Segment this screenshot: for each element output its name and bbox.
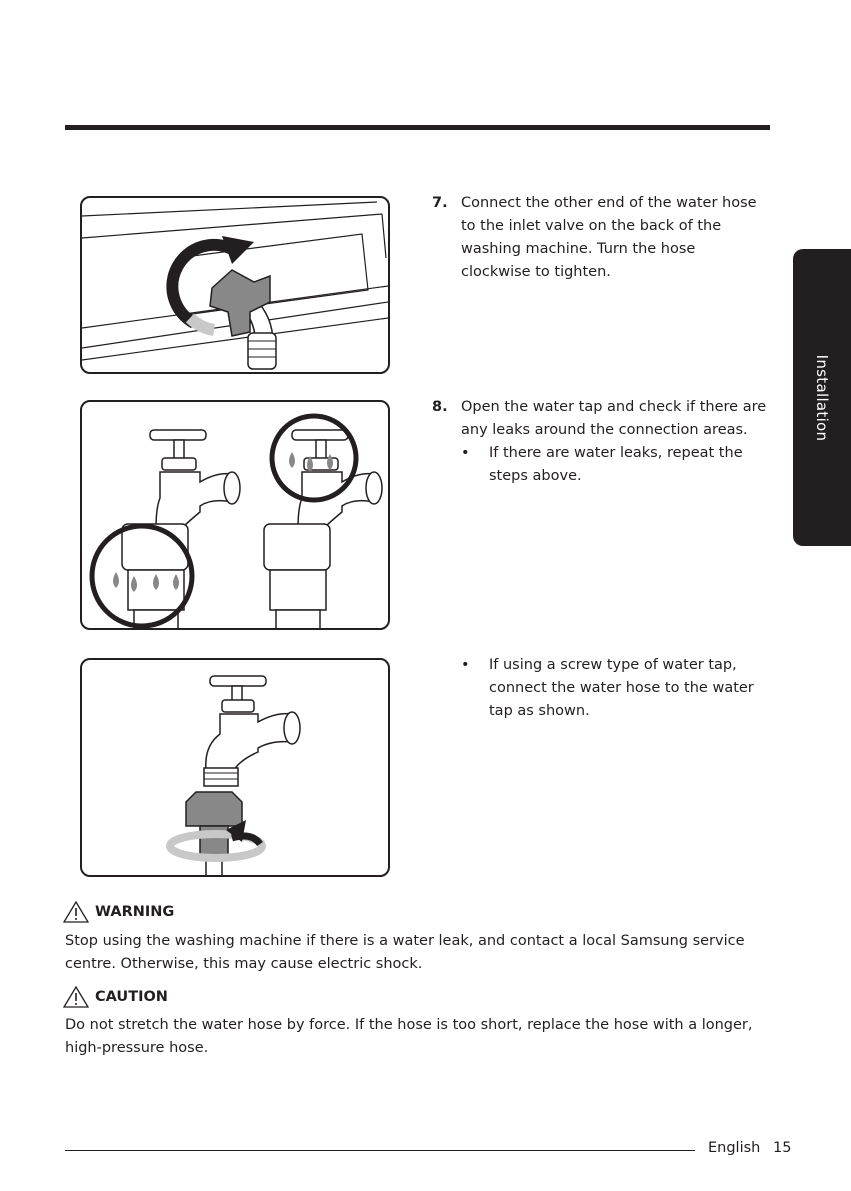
warning-triangle-icon bbox=[63, 901, 89, 923]
top-rule bbox=[65, 125, 770, 130]
bullet-text: If using a screw type of water tap, connect the water hose to the water tap as shown. bbox=[489, 657, 754, 719]
list-item bbox=[461, 442, 767, 488]
caution-triangle-icon bbox=[63, 986, 89, 1008]
step-7 bbox=[432, 192, 767, 284]
inlet-valve-illustration bbox=[82, 198, 388, 372]
section-tab[interactable] bbox=[793, 249, 851, 546]
footer-rule bbox=[65, 1150, 695, 1151]
caution-title: CAUTION bbox=[95, 989, 168, 1005]
bullet-icon: • bbox=[461, 445, 470, 461]
coupling-icon bbox=[186, 792, 242, 826]
bullet-text: If there are water leaks, repeat the steps above. bbox=[489, 445, 743, 484]
step-number: 8. bbox=[432, 399, 448, 415]
warning-title: WARNING bbox=[95, 904, 175, 920]
bullet-icon: • bbox=[461, 657, 470, 673]
screw-tap-illustration bbox=[82, 660, 388, 875]
section-tab-label: Installation bbox=[813, 354, 831, 441]
caution-heading bbox=[63, 986, 168, 1008]
caution-text: Do not stretch the water hose by force. If the hose is too short, replace the hose with a longer, high-pressure hose. bbox=[65, 1017, 753, 1056]
step-number: 7. bbox=[432, 195, 448, 211]
step-8 bbox=[432, 396, 767, 488]
figure-screw-tap bbox=[80, 658, 390, 877]
step-text: Open the water tap and check if there are any leaks around the connection areas. bbox=[461, 399, 767, 438]
step-text: Connect the other end of the water hose to the inlet valve on the back of the washing machine. Turn the hose clockwise to tighten. bbox=[461, 195, 757, 280]
leak-check-illustration bbox=[82, 402, 388, 628]
list-item bbox=[461, 654, 767, 723]
warning-text: Stop using the washing machine if there is a water leak, and contact a local Samsung service centre. Otherwise, this may cause electric shock. bbox=[65, 933, 745, 972]
page-number: 15 bbox=[773, 1140, 792, 1156]
footer-language: English bbox=[708, 1140, 761, 1156]
figure-leak-check bbox=[80, 400, 390, 630]
warning-heading bbox=[63, 901, 174, 923]
screw-tap-note bbox=[432, 654, 767, 723]
figure-inlet-valve bbox=[80, 196, 390, 374]
